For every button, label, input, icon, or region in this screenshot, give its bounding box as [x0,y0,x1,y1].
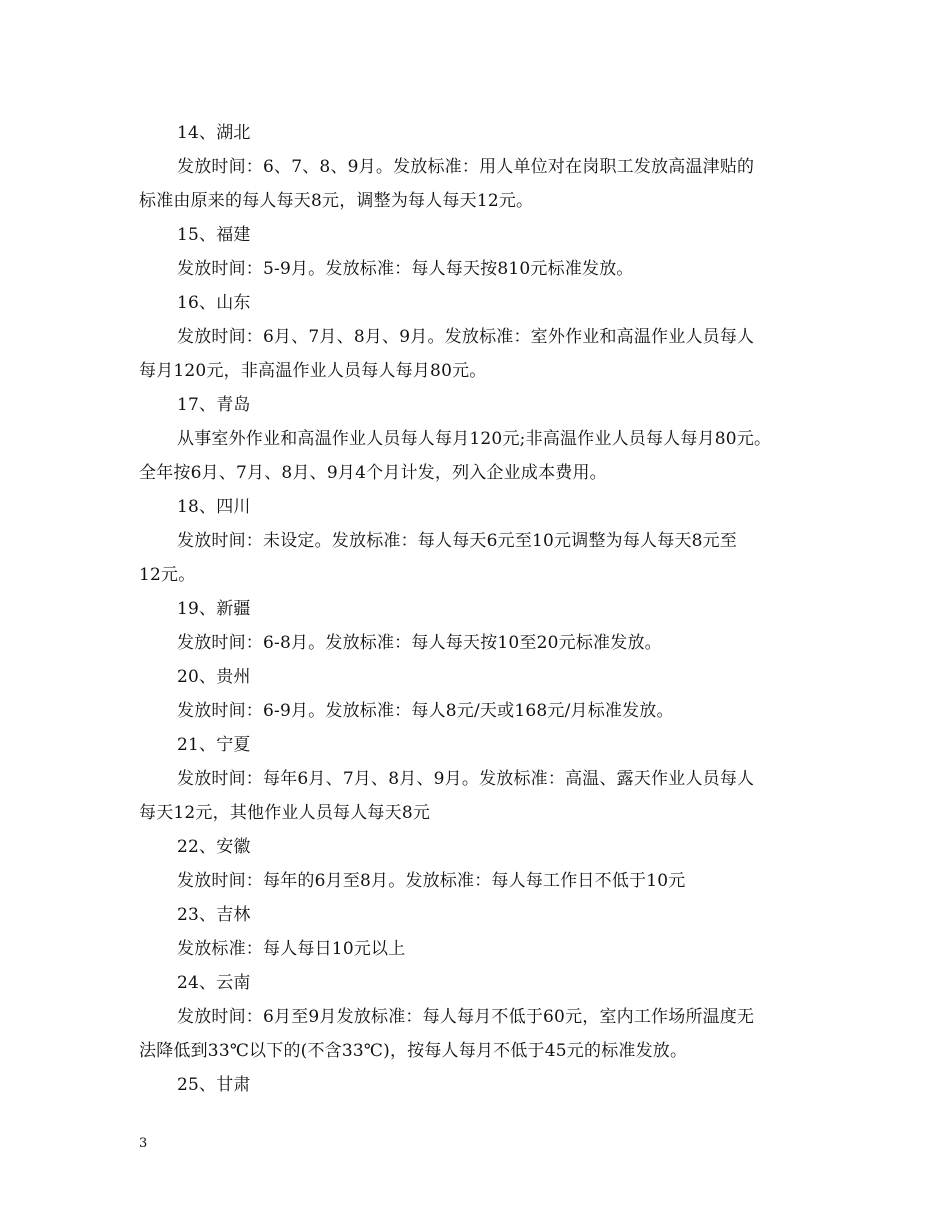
paragraph-line: 发放时间：6月、7月、8月、9月。发放标准：室外作业和高温作业人员每人 [177,327,755,347]
paragraph-line: 24、云南 [177,973,251,993]
paragraph-line: 18、四川 [177,497,251,517]
paragraph-line: 发放时间：未设定。发放标准：每人每天6元至10元调整为每人每天8元至 [177,531,738,551]
paragraph-line: 25、甘肃 [177,1075,251,1095]
paragraph-line: 发放时间：每年6月、7月、8月、9月。发放标准：高温、露天作业人员每人 [177,769,755,789]
paragraph-line: 从事室外作业和高温作业人员每人每月120元;非高温作业人员每人每月80元。 [177,429,772,449]
continuation-line: 每月120元，非高温作业人员每人每月80元。 [139,361,487,381]
paragraph-line: 发放时间：6-8月。发放标准：每人每天按10至20元标准发放。 [177,633,662,653]
continuation-line: 法降低到33℃以下的(不含33℃)，按每人每月不低于45元的标准发放。 [139,1041,688,1061]
paragraph-line: 19、新疆 [177,599,251,619]
paragraph-line: 17、青岛 [177,395,251,415]
paragraph-line: 21、宁夏 [177,735,251,755]
paragraph-line: 23、吉林 [177,905,251,925]
continuation-line: 全年按6月、7月、8月、9月4个月计发，列入企业成本费用。 [139,463,607,483]
document-body [139,116,815,1102]
paragraph-line: 发放时间：6、7、8、9月。发放标准：用人单位对在岗职工发放高温津贴的 [177,157,755,177]
paragraph-line: 发放标准：每人每日10元以上 [177,939,406,959]
page-number: 3 [139,1136,148,1151]
paragraph-line: 22、安徽 [177,837,251,857]
paragraph-line: 14、湖北 [177,123,251,143]
paragraph-line: 发放时间：6-9月。发放标准：每人8元/天或168元/月标准发放。 [177,701,674,721]
continuation-line: 标准由原来的每人每天8元，调整为每人每天12元。 [139,191,534,211]
continuation-line: 每天12元，其他作业人员每人每天8元 [139,803,431,823]
paragraph-line: 发放时间：每年的6月至8月。发放标准：每人每工作日不低于10元 [177,871,686,891]
continuation-line: 12元。 [139,565,196,585]
paragraph-line: 发放时间：6月至9月发放标准：每人每月不低于60元，室内工作场所温度无 [177,1007,755,1027]
paragraph-line: 16、山东 [177,293,251,313]
paragraph-line: 15、福建 [177,225,251,245]
paragraph-line: 20、贵州 [177,667,251,687]
paragraph-line: 发放时间：5-9月。发放标准：每人每天按810元标准发放。 [177,259,634,279]
